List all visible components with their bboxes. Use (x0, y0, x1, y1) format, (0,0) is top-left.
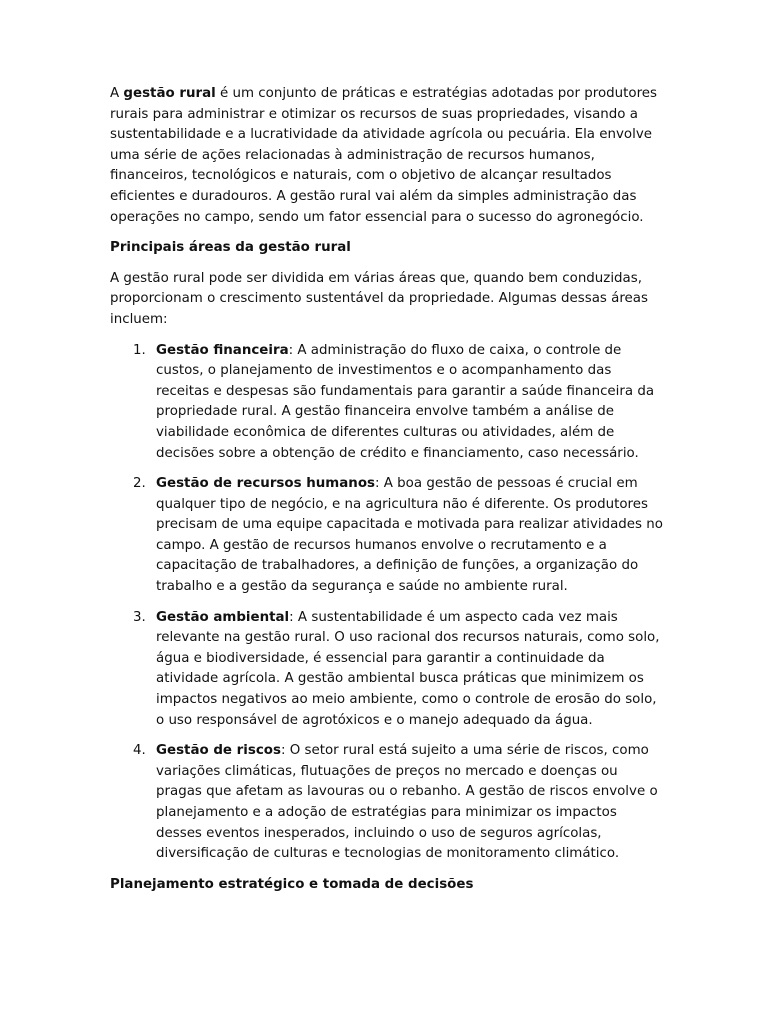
list-item (110, 608, 665, 732)
areas-list (110, 341, 665, 865)
list-item-title: Gestão de recursos humanos (156, 476, 375, 492)
intro-paragraph (110, 84, 665, 228)
section-heading-areas: Principais áreas da gestão rural (110, 240, 351, 256)
list-item (110, 741, 665, 865)
intro-text: é um conjunto de práticas e estratégias adotadas por produtores rurais para administrar e otimizar os recursos de suas propriedades, visando a sustentabilidade e a lucratividade da atividade agrícola ou pecuária. Ela envolve uma série de ações relacionadas à administração de recursos humanos, financeiros, tecnológicos e naturais, com o objetivo de alcançar resultados eficientes e duradouros. A gestão rural vai além da simples administração das operações no campo, sendo um fator essencial para o sucesso do agronegócio. (110, 86, 658, 225)
list-item (110, 341, 665, 465)
list-item-text: : A administração do fluxo de caixa, o controle de custos, o planejamento de investimentos e o acompanhamento das receitas e despesas são fundamentais para garantir a saúde financeira da propriedade rural. A gestão financeira envolve também a análise de viabilidade econômica de diferentes culturas ou atividades, além de decisões sobre a obtenção de crédito e financiamento, caso necessário. (156, 342, 655, 461)
list-item-number: 3. (133, 609, 146, 625)
list-item-title: Gestão de riscos (156, 743, 281, 759)
intro-lead: A (110, 86, 124, 101)
list-item (110, 474, 665, 598)
list-item-text: : O setor rural está sujeito a uma série de riscos, como variações climáticas, flutuações de preços no mercado e doenças ou pragas que afetam as lavouras ou o rebanho. A gestão de riscos envolve o planejamento e a adoção de estratégias para minimizar os impactos desses eventos inesperados, incluindo o uso de seguros agrícolas, diversificação de culturas e tecnologias de monitoramento climático. (156, 743, 658, 862)
list-item-text: : A sustentabilidade é um aspecto cada vez mais relevante na gestão rural. O uso racional dos recursos naturais, como solo, água e biodiversidade, é essencial para garantir a continuidade da atividade agrícola. A gestão ambiental busca práticas que minimizem os impactos negativos ao meio ambiente, como o controle de erosão do solo, o uso responsável de agrotóxicos e o manejo adequado da água. (156, 609, 660, 728)
section-heading-planning: Planejamento estratégico e tomada de decisões (110, 876, 474, 892)
list-item-text: : A boa gestão de pessoas é crucial em qualquer tipo de negócio, e na agricultura não é diferente. Os produtores precisam de uma equipe capacitada e motivada para realizar atividades no campo. A gestão de recursos humanos envolve o recrutamento e a capacitação de trabalhadores, a definição de funções, a organização do trabalho e a gestão da segurança e saúde no ambiente rural. (156, 476, 663, 595)
intro-bold-term: gestão rural (123, 86, 216, 101)
list-item-number: 2. (133, 476, 146, 492)
section-paragraph-areas: A gestão rural pode ser dividida em várias áreas que, quando bem conduzidas, proporcionam o crescimento sustentável da propriedade. Algumas dessas áreas incluem: (110, 270, 648, 327)
list-item-title: Gestão ambiental (156, 609, 290, 625)
list-item-number: 1. (133, 342, 146, 358)
document-page (110, 84, 665, 905)
list-item-number: 4. (133, 743, 146, 759)
list-item-title: Gestão financeira (156, 342, 289, 358)
